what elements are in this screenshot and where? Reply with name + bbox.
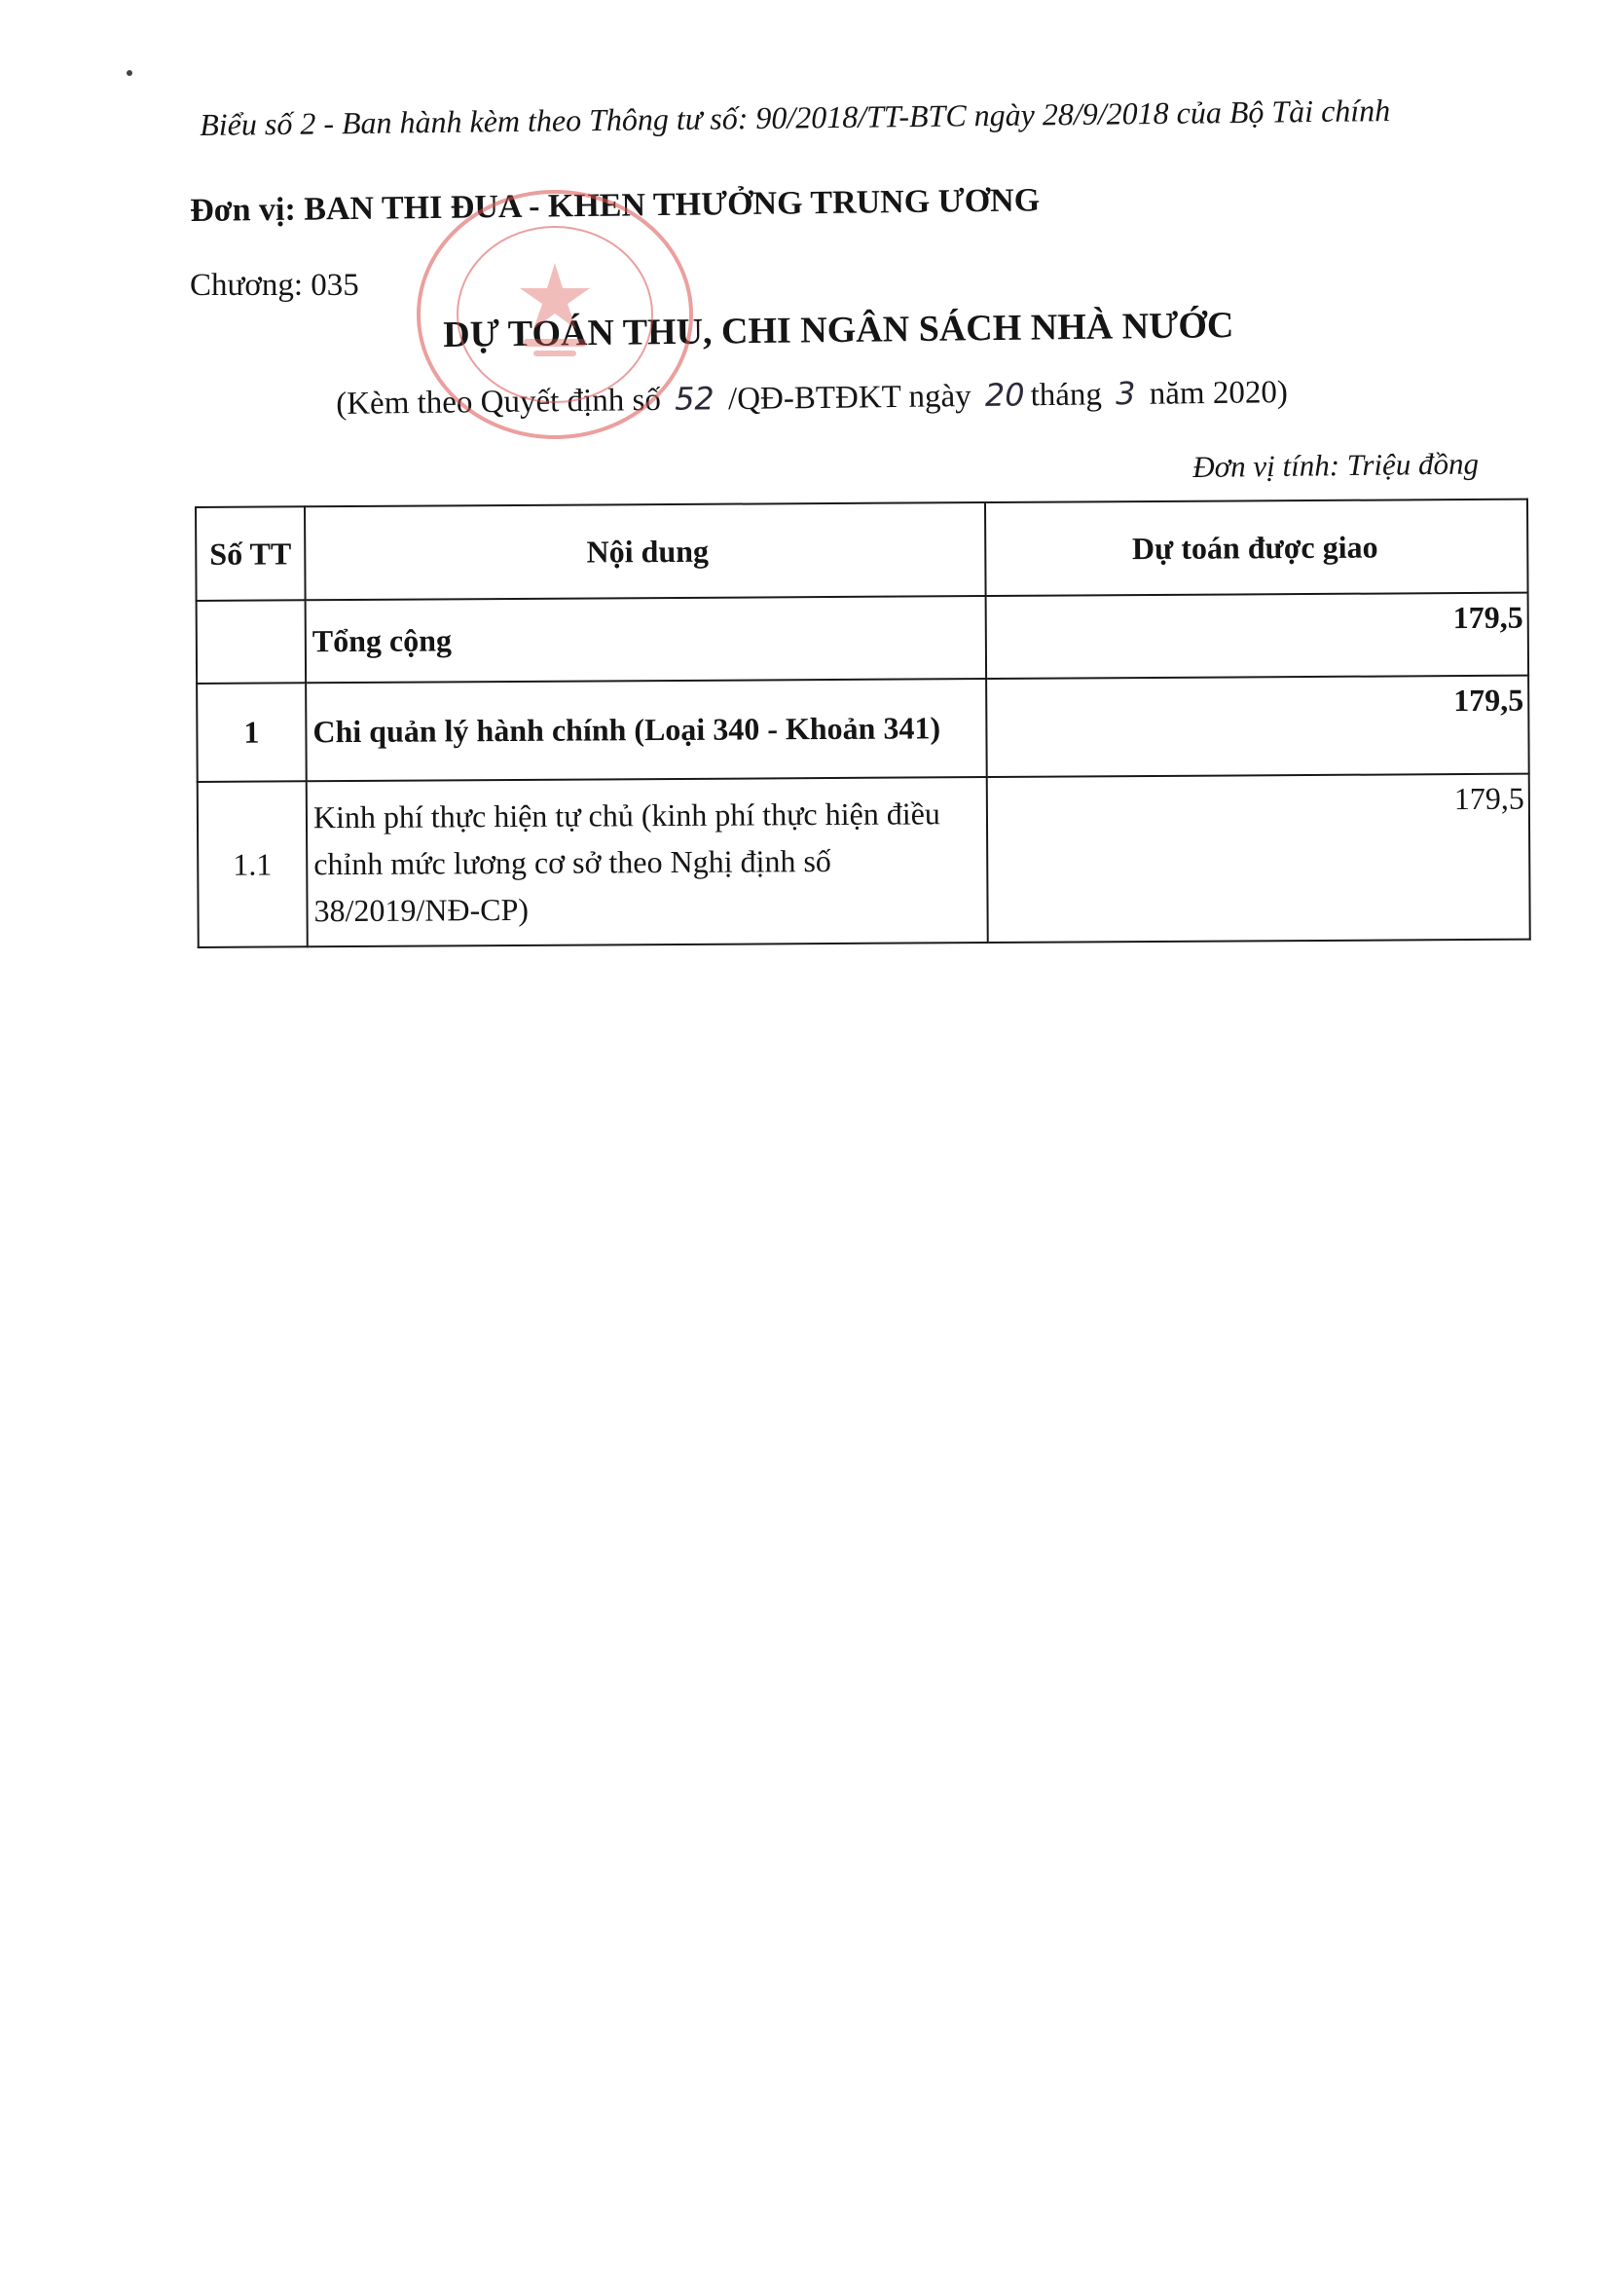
table-row-total [197, 593, 1528, 684]
decision-prefix: (Kèm theo Quyết định số [336, 382, 662, 422]
unit-label: Đơn vị: [190, 191, 297, 229]
budget-table [195, 499, 1531, 948]
row-stt [197, 600, 307, 684]
decision-month-word: tháng [1030, 377, 1103, 414]
chapter-line: Chương: 035 [190, 268, 359, 303]
decision-month-handwritten: 3 [1115, 374, 1136, 413]
currency-unit: Đơn vị tính: Triệu đồng [1192, 446, 1480, 484]
table-row [197, 676, 1529, 782]
decision-day-handwritten: 20 [984, 376, 1025, 414]
decision-mid: /QĐ-BTĐKT ngày [727, 379, 971, 418]
budget-table-wrapper [195, 499, 1531, 948]
row-content: Chi quản lý hành chính (Loại 340 - Khoản 341) [306, 679, 987, 781]
unit-name: BAN THI ĐUA - KHEN THƯỞNG TRUNG ƯƠNG [304, 182, 1041, 228]
annex-note: Biểu số 2 - Ban hành kèm theo Thông tư số: 90/2018/TT-BTC ngày 28/9/2018 của Bộ Tài chính [200, 93, 1391, 142]
scan-speck [127, 70, 132, 76]
decision-suffix: năm 2020) [1149, 375, 1289, 412]
row-stt: 1 [197, 683, 307, 782]
decision-number-handwritten: 52 [674, 380, 715, 418]
row-stt: 1.1 [198, 781, 308, 947]
row-estimate: 179,5 [987, 774, 1530, 943]
page-title: DỰ TOÁN THU, CHI NGÂN SÁCH NHÀ NƯỚC [443, 305, 1234, 355]
row-content: Kinh phí thực hiện tự chủ (kinh phí thực hiện điều chỉnh mức lương cơ sở theo Nghị định số 38/2019/NĐ-CP) [307, 777, 988, 946]
header-estimate: Dự toán được giao [985, 500, 1528, 596]
header-stt: Số TT [196, 506, 306, 601]
row-estimate: 179,5 [986, 593, 1529, 679]
row-estimate: 179,5 [986, 676, 1529, 777]
official-seal-icon [409, 183, 701, 446]
table-header-row [196, 500, 1528, 601]
row-content: Tổng cộng [306, 596, 987, 683]
header-content: Nội dung [305, 502, 986, 600]
table-row [198, 774, 1530, 947]
